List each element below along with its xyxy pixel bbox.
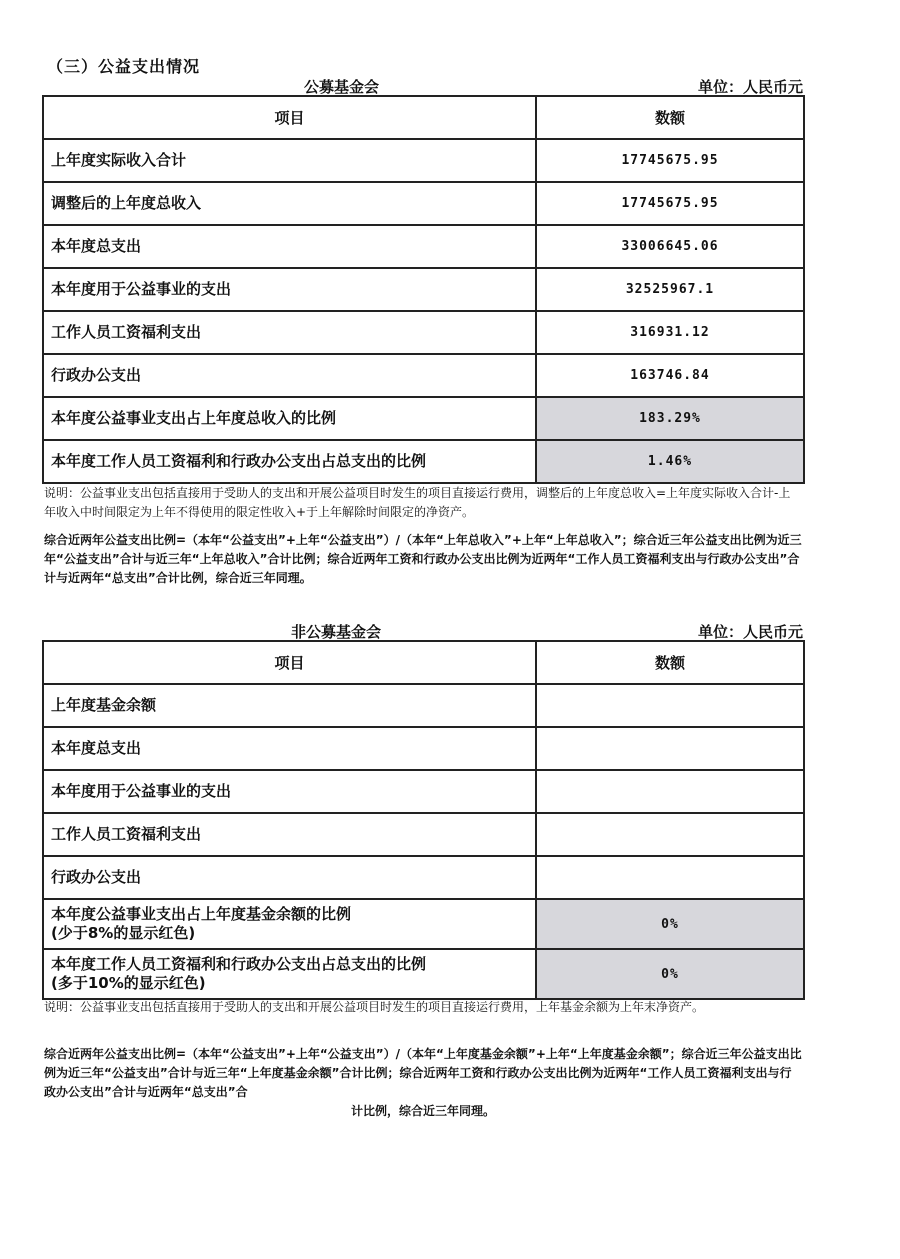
header-item: 项目 bbox=[43, 641, 536, 684]
table-header-row bbox=[43, 641, 804, 684]
table-row bbox=[43, 813, 804, 856]
table-row bbox=[43, 397, 804, 440]
row-label-main: 本年度工作人员工资福利和行政办公支出占总支出的比例 bbox=[51, 955, 427, 973]
private-table-unit: 单位：人民币元 bbox=[697, 623, 803, 641]
table-row bbox=[43, 899, 804, 949]
table-row bbox=[43, 949, 804, 999]
header-item: 项目 bbox=[43, 96, 536, 139]
table-row bbox=[43, 268, 804, 311]
row-label: 本年度总支出 bbox=[43, 727, 536, 770]
table-row bbox=[43, 727, 804, 770]
row-value bbox=[536, 684, 804, 727]
private-table-note: 说明：公益事业支出包括直接用于受助人的支出和开展公益项目时发生的项目直接运行费用，上年基金余额为上年末净资产。 bbox=[44, 1000, 705, 1014]
table-row bbox=[43, 770, 804, 813]
public-table-caption: 公募基金会 bbox=[304, 78, 380, 96]
table-row bbox=[43, 311, 804, 354]
private-foundation-table bbox=[42, 640, 805, 1000]
table-row bbox=[43, 440, 804, 483]
table-row bbox=[43, 225, 804, 268]
table-row bbox=[43, 684, 804, 727]
formula-text: 综合近两年公益支出比例=（本年“公益支出”+上年“公益支出”）/（本年“上年度基金余额”+上年“上年度基金余额”；综合近三年公益支出比例为近三年“公益支出”合计与近三年“上年度基金余额”合计比例；综合近两年工资和行政办公支出比例为近两年“工作人员工资福利支出与行政办公支出”合计与近两年“总支出”合 bbox=[44, 1047, 802, 1099]
row-value bbox=[536, 856, 804, 899]
public-foundation-table bbox=[42, 95, 805, 484]
row-value: 163746.84 bbox=[536, 354, 804, 397]
public-table-note-formula: 综合近两年公益支出比例=（本年“公益支出”+上年“公益支出”）/（本年“上年总收入”+上年“上年总收入”；综合近三年公益支出比例为近三年“公益支出”合计与近三年“上年总收入”合计比例；综合近两年工资和行政办公支出比例为近两年“工作人员工资福利支出与行政办公支出”合计与近两年“总支出”合计比例，综合近三年同理。 bbox=[44, 533, 802, 585]
table-header-row bbox=[43, 96, 804, 139]
row-value bbox=[536, 770, 804, 813]
public-table-unit: 单位：人民币元 bbox=[697, 78, 803, 96]
row-label-sub: (少于8%的显示红色) bbox=[51, 924, 196, 942]
row-value bbox=[536, 813, 804, 856]
header-amount: 数额 bbox=[536, 96, 804, 139]
row-value: 17745675.95 bbox=[536, 182, 804, 225]
row-label-main: 本年度公益事业支出占上年度基金余额的比例 bbox=[51, 905, 352, 923]
row-value: 33006645.06 bbox=[536, 225, 804, 268]
row-label: 调整后的上年度总收入 bbox=[43, 182, 536, 225]
ratio-value: 0% bbox=[536, 949, 804, 999]
table-row bbox=[43, 182, 804, 225]
row-label: 本年度总支出 bbox=[43, 225, 536, 268]
row-value: 32525967.1 bbox=[536, 268, 804, 311]
row-label: 行政办公支出 bbox=[43, 856, 536, 899]
row-label: 工作人员工资福利支出 bbox=[43, 311, 536, 354]
section-title: （三）公益支出情况 bbox=[47, 57, 201, 76]
ratio-value: 0% bbox=[536, 899, 804, 949]
row-label bbox=[43, 899, 536, 949]
private-table-note-formula bbox=[44, 1045, 802, 1121]
formula-text-tail: 计比例，综合近三年同理。 bbox=[350, 1104, 495, 1118]
row-label: 行政办公支出 bbox=[43, 354, 536, 397]
row-value bbox=[536, 727, 804, 770]
row-label-sub: (多于10%的显示红色) bbox=[51, 974, 206, 992]
row-label: 本年度公益事业支出占上年度总收入的比例 bbox=[43, 397, 536, 440]
table-row bbox=[43, 139, 804, 182]
row-label: 本年度用于公益事业的支出 bbox=[43, 770, 536, 813]
row-value: 17745675.95 bbox=[536, 139, 804, 182]
ratio-value: 183.29% bbox=[536, 397, 804, 440]
row-label: 工作人员工资福利支出 bbox=[43, 813, 536, 856]
row-value: 316931.12 bbox=[536, 311, 804, 354]
public-table-note: 说明：公益事业支出包括直接用于受助人的支出和开展公益项目时发生的项目直接运行费用，调整后的上年度总收入=上年度实际收入合计-上年收入中时间限定为上年不得使用的限定性收入+于上年解除时间限定的净资产。 bbox=[44, 486, 791, 519]
ratio-value: 1.46% bbox=[536, 440, 804, 483]
row-label: 本年度工作人员工资福利和行政办公支出占总支出的比例 bbox=[43, 440, 536, 483]
row-label: 上年度实际收入合计 bbox=[43, 139, 536, 182]
private-table-caption: 非公募基金会 bbox=[291, 623, 382, 641]
row-label bbox=[43, 949, 536, 999]
row-label: 本年度用于公益事业的支出 bbox=[43, 268, 536, 311]
table-row bbox=[43, 354, 804, 397]
row-label: 上年度基金余额 bbox=[43, 684, 536, 727]
table-row bbox=[43, 856, 804, 899]
header-amount: 数额 bbox=[536, 641, 804, 684]
